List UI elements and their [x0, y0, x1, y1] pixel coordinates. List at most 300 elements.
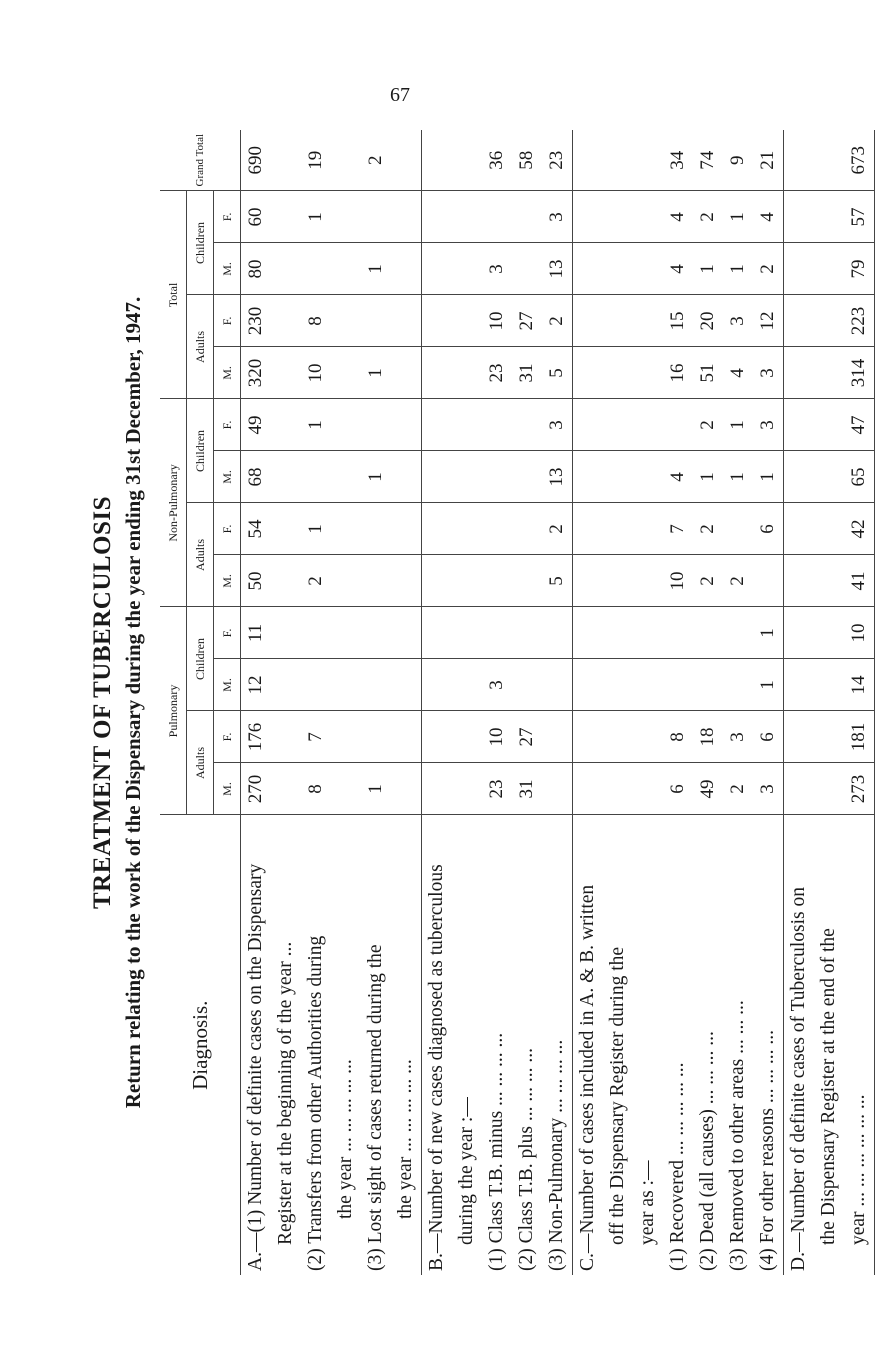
cell-value	[603, 712, 633, 763]
cell-value	[422, 451, 452, 502]
label-line: (3) Lost sight of cases returned during the	[365, 944, 386, 1271]
cell-value: 31	[516, 779, 537, 799]
cell-value	[633, 607, 663, 658]
value-cell	[422, 711, 573, 763]
cell-value: 3	[727, 732, 748, 742]
cell-value: 176	[245, 722, 266, 752]
cell-value	[814, 451, 844, 502]
cell-value	[512, 555, 542, 606]
cell-value	[391, 712, 421, 763]
cell-value	[422, 555, 452, 606]
cell-value	[603, 607, 633, 658]
male-header: M.	[214, 763, 241, 815]
cell-value: 4	[667, 212, 688, 222]
cell-value	[512, 503, 542, 554]
cell-value	[542, 764, 572, 815]
cell-value: 57	[848, 207, 869, 227]
value-cell	[784, 243, 875, 295]
cell-value: 3	[546, 420, 567, 430]
cell-value	[573, 347, 603, 398]
cell-value: 23	[486, 779, 507, 799]
cell-value: 6	[667, 784, 688, 794]
cell-value	[603, 295, 633, 346]
rotated-table-page	[85, 130, 869, 1275]
cell-value: 42	[848, 519, 869, 539]
cell-value: 3	[727, 316, 748, 326]
cell-value: 1	[365, 472, 386, 482]
cell-value	[784, 347, 814, 398]
value-cell	[241, 347, 422, 399]
cell-value	[573, 764, 603, 815]
value-cell	[784, 763, 875, 815]
cell-value	[331, 191, 361, 242]
label-line: D.—Number of definite cases of Tuberculosis on	[788, 887, 809, 1271]
female-header: F.	[214, 399, 241, 451]
cell-value: 3	[757, 368, 778, 378]
cell-value	[633, 712, 663, 763]
label-line: C.—Number of cases included in A. & B. written	[577, 884, 598, 1271]
section-row	[784, 130, 875, 1275]
cell-value	[422, 712, 452, 763]
cell-value: 49	[697, 779, 718, 799]
cell-value	[391, 243, 421, 294]
section-row	[241, 130, 422, 1275]
cell-value	[422, 764, 452, 815]
value-cell	[422, 295, 573, 347]
children-header: Children	[187, 607, 214, 711]
female-header: F.	[214, 711, 241, 763]
cell-value	[482, 503, 512, 554]
cell-value	[391, 295, 421, 346]
label-line: (2) Class T.B. plus ... ... ... ...	[516, 1048, 537, 1271]
cell-value: 41	[848, 571, 869, 591]
cell-value: 223	[848, 306, 869, 336]
cell-value: 10	[486, 311, 507, 331]
section-row	[573, 130, 784, 1275]
cell-value	[573, 712, 603, 763]
cell-value	[814, 295, 844, 346]
label-line: year ... ... ... ... ... ...	[848, 1094, 869, 1245]
cell-value	[452, 243, 482, 294]
cell-value	[542, 607, 572, 658]
value-cell	[422, 130, 573, 191]
cell-value: 8	[667, 732, 688, 742]
value-cell	[241, 607, 422, 659]
page-title: TREATMENT OF TUBERCULOSIS	[89, 495, 116, 910]
cell-value: 1	[697, 472, 718, 482]
section-row	[422, 130, 573, 1275]
value-cell	[241, 451, 422, 503]
cell-value	[663, 607, 693, 658]
cell-value	[814, 712, 844, 763]
male-header: M.	[214, 451, 241, 503]
cell-value	[633, 399, 663, 450]
value-cell	[241, 763, 422, 815]
cell-value: 18	[697, 727, 718, 747]
value-cell	[784, 711, 875, 763]
cell-value	[723, 660, 753, 711]
label-line: (3) Removed to other areas ... ... ...	[727, 1000, 748, 1271]
value-cell	[422, 607, 573, 659]
cell-value	[633, 347, 663, 398]
cell-value	[331, 243, 361, 294]
cell-value	[422, 607, 452, 658]
cell-value: 2	[727, 784, 748, 794]
label-line: (2) Transfers from other Authorities during	[305, 935, 326, 1271]
male-header: M.	[214, 243, 241, 295]
cell-value	[452, 451, 482, 502]
cell-value: 58	[516, 150, 537, 170]
cell-value	[603, 347, 633, 398]
cell-value	[573, 503, 603, 554]
cell-value	[301, 660, 331, 711]
cell-value	[422, 130, 452, 191]
cell-value	[482, 399, 512, 450]
cell-value	[331, 712, 361, 763]
cell-value	[814, 607, 844, 658]
cell-value	[784, 130, 814, 191]
cell-value	[603, 660, 633, 711]
male-header: M.	[214, 659, 241, 711]
cell-value: 1	[697, 264, 718, 274]
label-line: (3) Non-Pulmonary ... ... ... ...	[546, 1039, 567, 1271]
cell-value: 1	[365, 784, 386, 794]
cell-value	[723, 607, 753, 658]
label-line: Register at the beginning of the year ...	[275, 941, 296, 1245]
pulmonary-header: Pulmonary	[160, 607, 187, 815]
cell-value	[814, 243, 844, 294]
cell-value: 2	[546, 524, 567, 534]
cell-value: 54	[245, 519, 266, 539]
cell-value	[573, 191, 603, 242]
cell-value	[633, 660, 663, 711]
cell-value: 5	[546, 368, 567, 378]
cell-value	[784, 607, 814, 658]
cell-value: 6	[757, 524, 778, 534]
value-cell	[422, 763, 573, 815]
cell-value: 1	[727, 212, 748, 222]
cell-value: 49	[245, 415, 266, 435]
cell-value: 68	[245, 467, 266, 487]
value-cell	[573, 659, 784, 711]
cell-value: 1	[757, 472, 778, 482]
cell-value: 13	[546, 259, 567, 279]
cell-value: 230	[245, 306, 266, 336]
cell-value: 3	[757, 420, 778, 430]
cell-value	[723, 503, 753, 554]
cell-value: 1	[365, 264, 386, 274]
value-cell	[784, 347, 875, 399]
cell-value: 7	[667, 524, 688, 534]
value-cell	[422, 243, 573, 295]
cell-value	[331, 347, 361, 398]
cell-value: 11	[245, 623, 266, 643]
female-header: F.	[214, 607, 241, 659]
cell-value	[271, 347, 301, 398]
cell-value	[573, 451, 603, 502]
cell-value: 8	[305, 784, 326, 794]
cell-value: 19	[305, 150, 326, 170]
value-cell	[422, 555, 573, 607]
cell-value	[331, 451, 361, 502]
label-line: (2) Dead (all causes) ... ... ... ...	[697, 1031, 718, 1271]
female-header: F.	[214, 503, 241, 555]
diagnosis-header: Diagnosis.	[160, 815, 241, 1275]
section-label	[422, 815, 573, 1275]
cell-value: 2	[727, 576, 748, 586]
cell-value	[784, 243, 814, 294]
cell-value: 16	[667, 363, 688, 383]
cell-value	[633, 555, 663, 606]
total-header: Total	[160, 191, 187, 399]
cell-value: 673	[848, 145, 869, 175]
value-cell	[573, 763, 784, 815]
label-line: the year ... ... ... ... ...	[335, 1059, 356, 1219]
cell-value	[573, 399, 603, 450]
cell-value	[452, 607, 482, 658]
value-cell	[422, 451, 573, 503]
cell-value: 23	[546, 150, 567, 170]
cell-value	[422, 503, 452, 554]
cell-value: 181	[848, 722, 869, 752]
label-line: the year ... ... ... ... ...	[395, 1059, 416, 1219]
cell-value	[603, 130, 633, 191]
cell-value: 8	[305, 316, 326, 326]
value-cell	[241, 503, 422, 555]
cell-value: 3	[757, 784, 778, 794]
cell-value	[512, 660, 542, 711]
cell-value	[814, 347, 844, 398]
cell-value: 1	[727, 420, 748, 430]
cell-value: 273	[848, 774, 869, 804]
cell-value	[603, 399, 633, 450]
cell-value	[452, 712, 482, 763]
cell-value	[633, 191, 663, 242]
value-cell	[573, 130, 784, 191]
cell-value: 314	[848, 358, 869, 388]
value-cell	[573, 503, 784, 555]
cell-value: 6	[757, 732, 778, 742]
section-label	[241, 815, 422, 1275]
label-line: off the Dispensary Register during the	[607, 946, 628, 1245]
cell-value	[271, 660, 301, 711]
section-label	[784, 815, 875, 1275]
cell-value: 1	[727, 264, 748, 274]
cell-value	[271, 399, 301, 450]
value-cell	[241, 659, 422, 711]
cell-value	[573, 243, 603, 294]
value-cell	[573, 243, 784, 295]
cell-value	[784, 712, 814, 763]
cell-value	[422, 347, 452, 398]
cell-value	[391, 607, 421, 658]
cell-value: 2	[697, 212, 718, 222]
cell-value	[301, 451, 331, 502]
cell-value: 1	[305, 524, 326, 534]
value-cell	[241, 130, 422, 191]
cell-value	[391, 347, 421, 398]
value-cell	[784, 130, 875, 191]
cell-value	[814, 503, 844, 554]
value-cell	[241, 399, 422, 451]
value-cell	[573, 607, 784, 659]
non-pulmonary-header: Non-Pulmonary	[160, 399, 187, 607]
cell-value	[361, 399, 391, 450]
cell-value: 36	[486, 150, 507, 170]
value-cell	[241, 711, 422, 763]
cell-value	[391, 451, 421, 502]
value-cell	[573, 451, 784, 503]
cell-value	[693, 660, 723, 711]
cell-value: 65	[848, 467, 869, 487]
cell-value: 7	[305, 732, 326, 742]
cell-value	[422, 243, 452, 294]
cell-value: 27	[516, 727, 537, 747]
cell-value: 3	[486, 680, 507, 690]
cell-value	[271, 503, 301, 554]
table-body	[241, 130, 875, 1275]
cell-value	[452, 555, 482, 606]
adults-header: Adults	[187, 711, 214, 815]
cell-value: 51	[697, 363, 718, 383]
cell-value	[361, 191, 391, 242]
cell-value	[361, 555, 391, 606]
page-subtitle: Return relating to the work of the Dispensary during the year ending 31st December, 1947.	[121, 296, 145, 1109]
cell-value: 80	[245, 259, 266, 279]
cell-value	[603, 503, 633, 554]
label-line: (4) For other reasons ... ... ... ...	[757, 1030, 778, 1271]
value-cell	[784, 607, 875, 659]
cell-value	[271, 191, 301, 242]
cell-value	[391, 555, 421, 606]
cell-value	[573, 130, 603, 191]
value-cell	[784, 555, 875, 607]
cell-value	[482, 555, 512, 606]
label-line: (1) Recovered ... ... ... ... ...	[667, 1062, 688, 1271]
cell-value: 12	[245, 675, 266, 695]
cell-value	[482, 451, 512, 502]
cell-value: 74	[697, 150, 718, 170]
value-cell	[573, 295, 784, 347]
cell-value: 50	[245, 571, 266, 591]
cell-value: 1	[305, 212, 326, 222]
cell-value	[331, 130, 361, 191]
value-cell	[241, 191, 422, 243]
cell-value: 690	[245, 145, 266, 175]
cell-value: 31	[516, 363, 537, 383]
cell-value	[452, 295, 482, 346]
cell-value: 2	[697, 576, 718, 586]
value-cell	[241, 243, 422, 295]
cell-value: 27	[516, 311, 537, 331]
value-cell	[784, 399, 875, 451]
cell-value	[331, 503, 361, 554]
cell-value	[784, 503, 814, 554]
cell-value	[814, 191, 844, 242]
cell-value: 20	[697, 311, 718, 331]
cell-value	[814, 555, 844, 606]
cell-value: 21	[757, 150, 778, 170]
value-cell	[422, 399, 573, 451]
cell-value	[784, 399, 814, 450]
value-cell	[573, 347, 784, 399]
cell-value	[301, 243, 331, 294]
cell-value: 4	[667, 264, 688, 274]
cell-value: 5	[546, 576, 567, 586]
cell-value	[603, 555, 633, 606]
cell-value	[391, 660, 421, 711]
cell-value	[301, 607, 331, 658]
cell-value	[452, 130, 482, 191]
cell-value	[391, 764, 421, 815]
cell-value: 14	[848, 675, 869, 695]
children-header: Children	[187, 399, 214, 503]
value-cell	[422, 347, 573, 399]
cell-value: 1	[757, 680, 778, 690]
cell-value: 2	[546, 316, 567, 326]
label-line: during the year :—	[456, 1097, 477, 1245]
label-line: year as :—	[637, 1160, 658, 1245]
cell-value	[331, 660, 361, 711]
adults-header: Adults	[187, 503, 214, 607]
cell-value: 270	[245, 774, 266, 804]
cell-value: 47	[848, 415, 869, 435]
cell-value	[633, 130, 663, 191]
value-cell	[573, 555, 784, 607]
cell-value	[331, 399, 361, 450]
cell-value	[573, 295, 603, 346]
cell-value	[271, 295, 301, 346]
value-cell	[784, 191, 875, 243]
cell-value	[452, 347, 482, 398]
cell-value	[422, 660, 452, 711]
label-line: A.—(1) Number of definite cases on the Dispensary	[245, 863, 266, 1271]
cell-value: 10	[305, 363, 326, 383]
label-line: B.—Number of new cases diagnosed as tuberculous	[426, 864, 447, 1271]
value-cell	[241, 555, 422, 607]
label-line: (1) Class T.B. minus ... ... ... ...	[486, 1032, 507, 1271]
page-number: 67	[390, 84, 410, 106]
value-cell	[422, 503, 573, 555]
cell-value	[452, 503, 482, 554]
cell-value	[814, 660, 844, 711]
adults-header: Adults	[187, 295, 214, 399]
cell-value	[422, 295, 452, 346]
cell-value	[331, 607, 361, 658]
cell-value	[784, 764, 814, 815]
cell-value: 10	[848, 623, 869, 643]
cell-value	[784, 660, 814, 711]
cell-value: 4	[667, 472, 688, 482]
cell-value: 9	[727, 155, 748, 165]
cell-value	[512, 191, 542, 242]
value-cell	[422, 659, 573, 711]
cell-value	[271, 130, 301, 191]
cell-value	[512, 607, 542, 658]
cell-value	[271, 607, 301, 658]
cell-value	[542, 712, 572, 763]
cell-value	[814, 130, 844, 191]
cell-value	[633, 295, 663, 346]
cell-value	[512, 243, 542, 294]
cell-value	[633, 243, 663, 294]
cell-value: 10	[667, 571, 688, 591]
cell-value	[422, 191, 452, 242]
cell-value	[271, 555, 301, 606]
cell-value: 4	[727, 368, 748, 378]
cell-value	[573, 660, 603, 711]
cell-value	[784, 295, 814, 346]
